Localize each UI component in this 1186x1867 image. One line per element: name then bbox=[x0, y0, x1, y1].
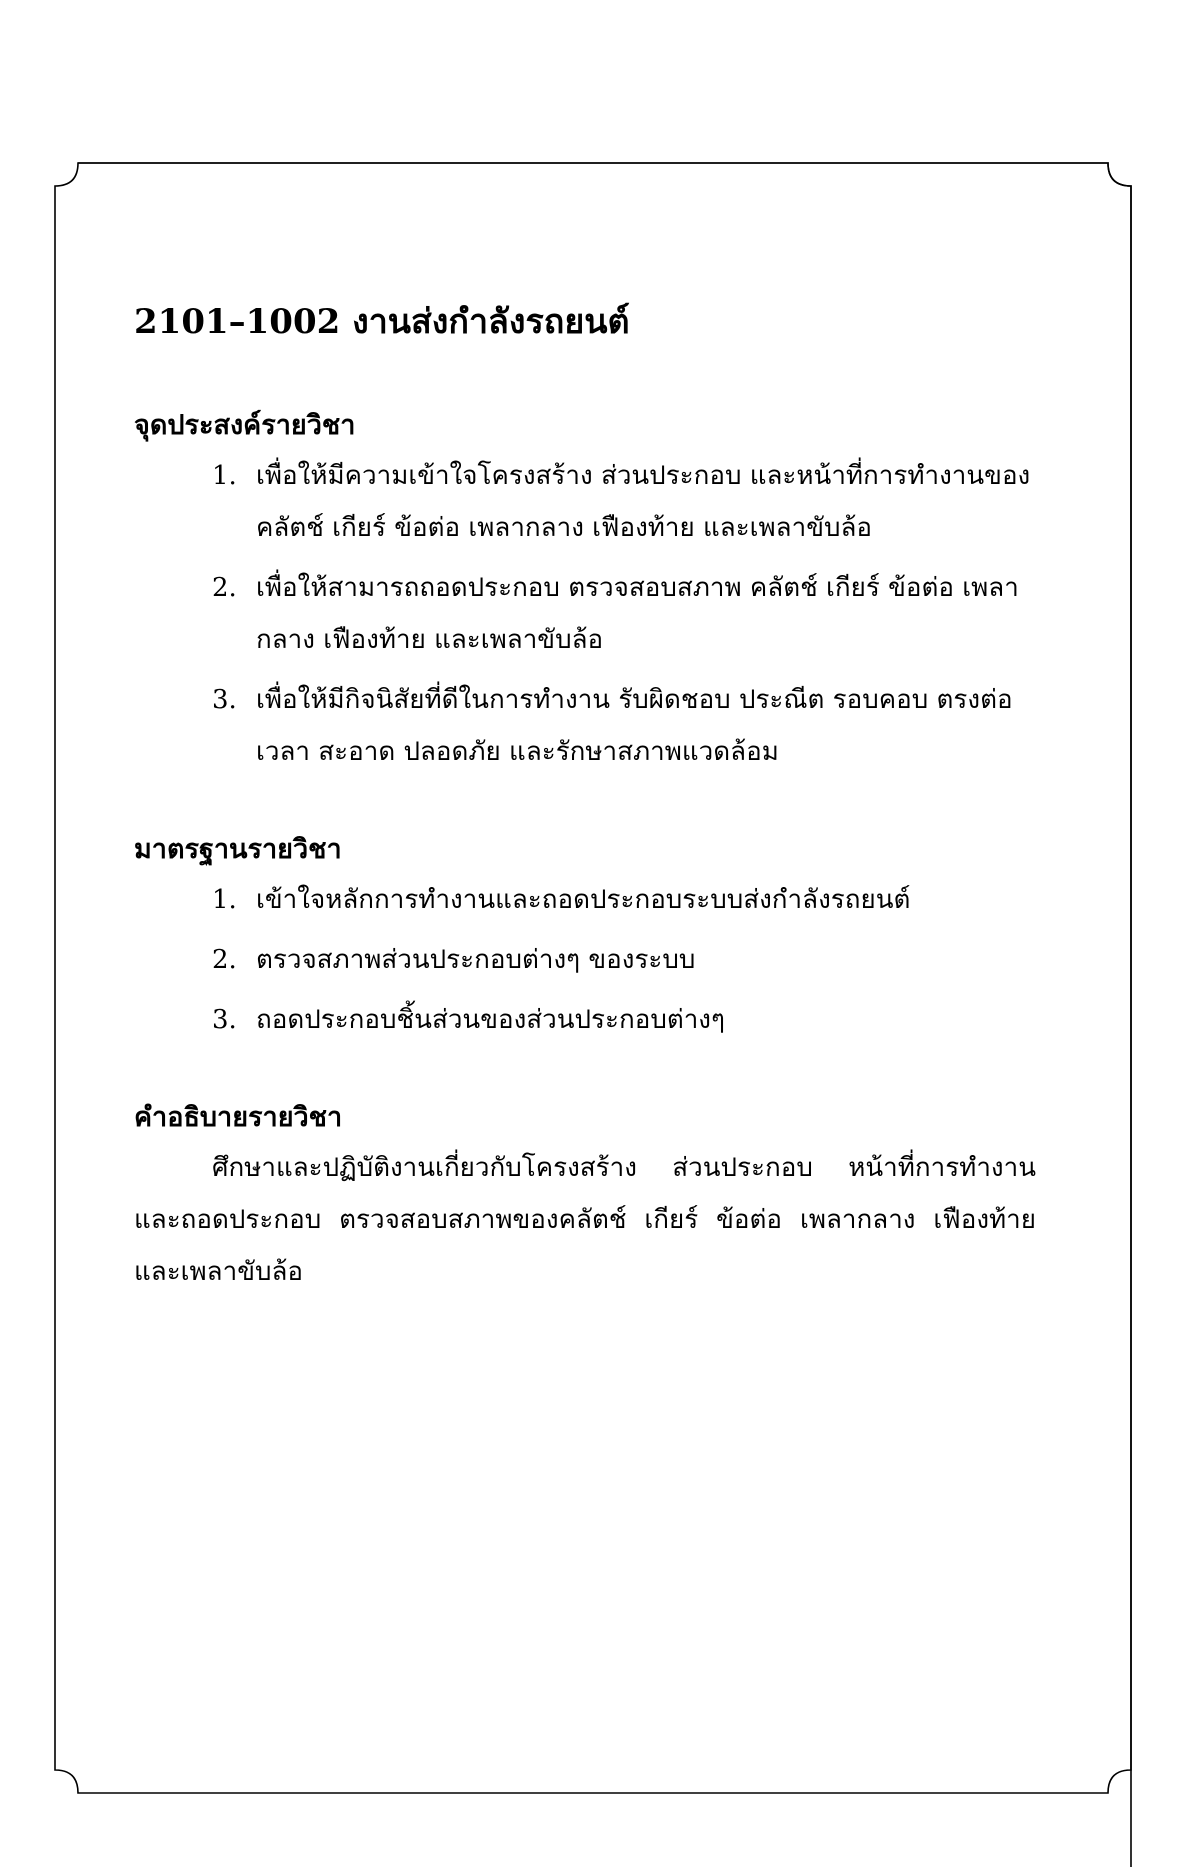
list-item bbox=[134, 874, 1036, 926]
standards-list bbox=[134, 874, 1036, 1046]
list-item bbox=[134, 934, 1036, 986]
item-text: เพื่อให้มีความเข้าใจโครงสร้าง ส่วนประกอบ และหน้าที่การทำงานของคลัตช์ เกียร์ ข้อต่อ เพลากลาง เฟืองท้าย และเพลาขับล้อ bbox=[256, 461, 1031, 543]
standards-heading: มาตรฐานรายวิชา bbox=[134, 834, 342, 865]
description-section bbox=[134, 1098, 1036, 1298]
item-number: 1. bbox=[212, 461, 237, 491]
item-number: 2. bbox=[212, 573, 237, 603]
list-item bbox=[134, 450, 1036, 554]
item-text: เข้าใจหลักการทำงานและถอดประกอบระบบส่งกำลังรถยนต์ bbox=[256, 885, 911, 915]
objectives-section bbox=[134, 406, 1036, 778]
list-item bbox=[134, 562, 1036, 666]
objectives-heading: จุดประสงค์รายวิชา bbox=[134, 410, 356, 441]
objectives-list bbox=[134, 450, 1036, 778]
course-title: 2101–1002 งานส่งกำลังรถยนต์ bbox=[134, 302, 630, 342]
item-text: เพื่อให้สามารถถอดประกอบ ตรวจสอบสภาพ คลัตช์ เกียร์ ข้อต่อ เพลากลาง เฟืองท้าย และเพลาขับล้อ bbox=[256, 573, 1019, 655]
item-number: 2. bbox=[212, 945, 237, 975]
item-number: 3. bbox=[212, 1005, 237, 1035]
item-number: 3. bbox=[212, 685, 237, 715]
item-text: เพื่อให้มีกิจนิสัยที่ดีในการทำงาน รับผิดชอบ ประณีต รอบคอบ ตรงต่อเวลา สะอาด ปลอดภัย และรักษาสภาพแวดล้อม bbox=[256, 685, 1013, 767]
item-number: 1. bbox=[212, 885, 237, 915]
standards-section bbox=[134, 830, 1036, 1046]
description-paragraph: ศึกษาและปฏิบัติงานเกี่ยวกับโครงสร้าง ส่วนประกอบ หน้าที่การทำงาน และถอดประกอบ ตรวจสอบสภาพของคลัตช์ เกียร์ ข้อต่อ เพลากลาง เฟืองท้าย และเพลาขับล้อ bbox=[134, 1153, 1036, 1287]
item-text: ถอดประกอบชิ้นส่วนของส่วนประกอบต่างๆ bbox=[256, 1005, 725, 1035]
item-text: ตรวจสภาพส่วนประกอบต่างๆ ของระบบ bbox=[256, 945, 696, 975]
document-content bbox=[134, 300, 1036, 1298]
list-item bbox=[134, 674, 1036, 778]
description-heading: คำอธิบายรายวิชา bbox=[134, 1102, 343, 1133]
list-item bbox=[134, 994, 1036, 1046]
